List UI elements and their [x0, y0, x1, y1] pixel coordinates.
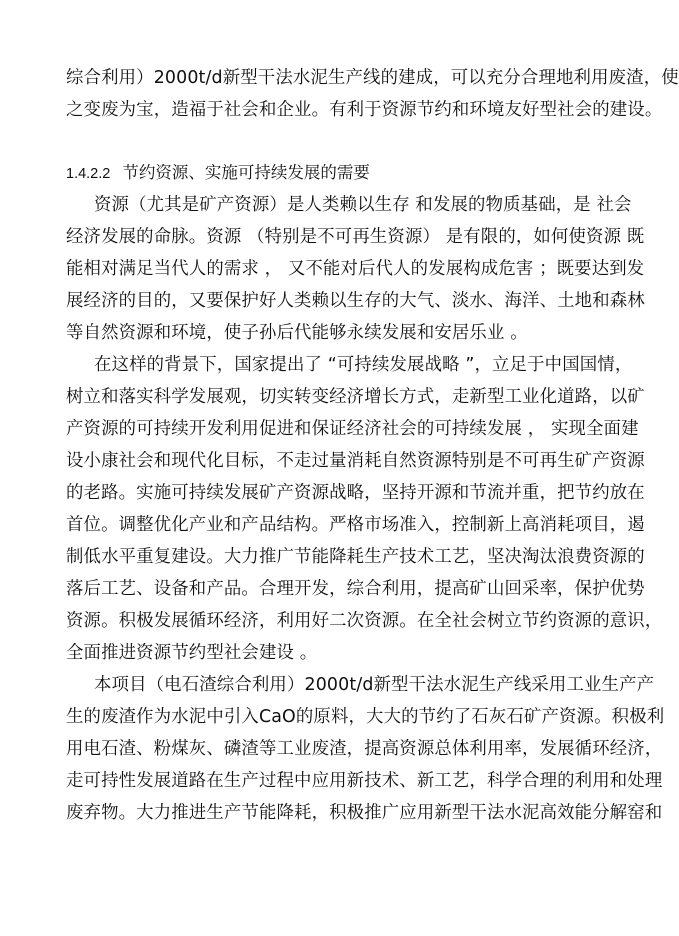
- paragraph-3-line-7: 制低水平重复建设。大力推广节能降耗生产技术工艺，坚决淘汰浪费资源的: [66, 547, 645, 567]
- paragraph-4-line-4: 走可持性发展道路在生产过程中应用新技术、新工艺，科学合理的利用和处理: [66, 771, 663, 791]
- paragraph-2-line-5: 等自然资源和环境，使子孙后代能够永续发展和安居乐业 。: [66, 323, 528, 343]
- paragraph-4-line-1: 本项目（电石渣综合利用）2000t/d新型干法水泥生产线采用工业生产产: [94, 675, 655, 695]
- paragraph-4-line-5: 废弃物。大力推进生产节能降耗，积极推广应用新型干法水泥高效能分解窑和: [66, 803, 663, 823]
- paragraph-3-line-6: 首位。调整优化产业和产品结构。严格市场准入，控制新上高消耗项目，遏: [66, 515, 645, 535]
- section-number: 1.4.2.2: [66, 166, 111, 182]
- paragraph-3-line-2: 树立和落实科学发展观，切实转变经济增长方式，走新型工业化道路，以矿: [66, 387, 645, 407]
- paragraph-3-line-9: 资源。积极发展循环经济，利用好二次资源。在全社会树立节约资源的意识，: [66, 611, 663, 631]
- paragraph-1-line-2: 之变废为宝，造福于社会和企业。有利于资源节约和环境友好型社会的建设。: [66, 100, 663, 120]
- paragraph-4-line-3: 用电石渣、粉煤灰、磷渣等工业废渣，提高资源总体利用率，发展循环经济，: [66, 739, 663, 759]
- section-title: 节约资源、实施可持续发展的需要: [122, 163, 370, 182]
- paragraph-3-line-3: 产资源的可持续开发利用促进和保证经济社会的可持续发展 ， 实现全面建: [66, 419, 639, 439]
- section-heading: [66, 162, 606, 185]
- paragraph-3-line-1: 在这样的背景下，国家提出了 “可持续发展战略 ”，立足于中国国情，: [94, 355, 633, 375]
- paragraph-1-line-1: 综合利用）2000t/d新型干法水泥生产线的建成，可以充分合理地利用废渣，使: [66, 68, 679, 88]
- paragraph-3-line-4: 设小康社会和现代化目标，不走过量消耗自然资源特别是不可再生矿产资源: [66, 451, 645, 471]
- paragraph-2-line-4: 展经济的目的，又要保护好人类赖以生存的大气、淡水、海洋、土地和森林: [66, 291, 645, 311]
- paragraph-3-line-5: 的老路。实施可持续发展矿产资源战略，坚持开源和节流并重，把节约放在: [66, 483, 645, 503]
- paragraph-2-line-3: 能相对满足当代人的需求 ， 又不能对后代人的发展构成危害 ；既要达到发: [66, 259, 645, 279]
- paragraph-2-line-2: 经济发展的命脉。资源 （特别是不可再生资源） 是有限的，如何使资源 既: [66, 227, 645, 247]
- paragraph-2-line-1: 资源（尤其是矿产资源）是人类赖以生存 和发展的物质基础，是 社会: [94, 195, 632, 215]
- paragraph-4-line-2: 生的废渣作为水泥中引入CaO的原料，大大的节约了石灰石矿产资源。积极利: [66, 707, 665, 727]
- paragraph-3-line-8: 落后工艺、设备和产品。合理开发，综合利用，提高矿山回采率，保护优势: [66, 579, 645, 599]
- paragraph-3-line-10: 全面推进资源节约型社会建设 。: [66, 643, 318, 663]
